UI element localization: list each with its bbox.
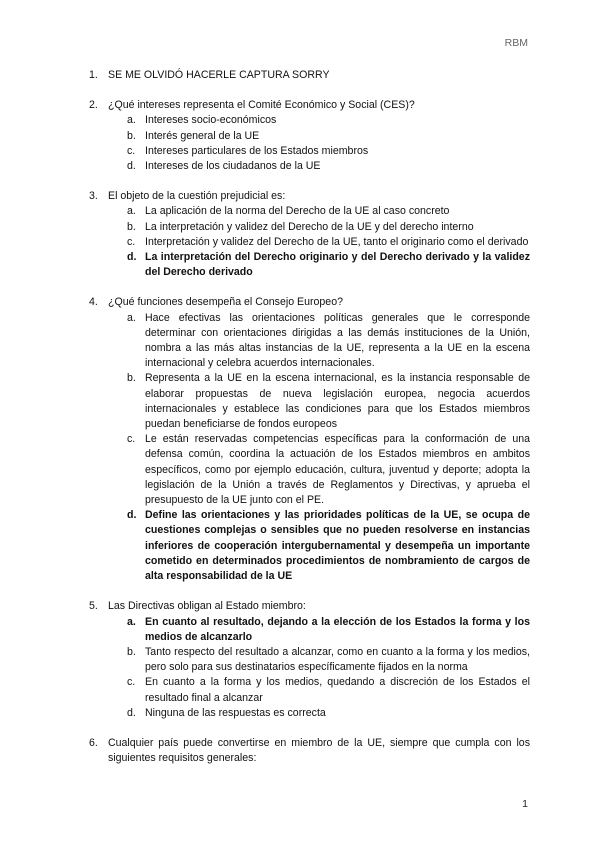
question-item (89, 98, 530, 174)
answer-text: La aplicación de la norma del Derecho de la UE al caso concreto (145, 205, 450, 218)
answer-option (108, 432, 530, 508)
answer-option (108, 129, 530, 144)
answer-text: La interpretación del Derecho originario y del Derecho derivado y la validez del Derecho derivado (145, 251, 530, 279)
answer-letter: c. (127, 144, 136, 157)
answer-list (108, 615, 530, 721)
question-list (89, 68, 530, 766)
question-text: El objeto de la cuestión prejudicial es: (108, 190, 286, 203)
question-number: 4. (89, 296, 98, 309)
answer-option (108, 371, 530, 432)
answer-letter: b. (127, 372, 136, 385)
answer-option-correct (108, 508, 530, 584)
answer-letter: d. (127, 251, 137, 264)
answer-letter: d. (127, 706, 136, 719)
answer-option (108, 706, 530, 721)
answer-option (108, 675, 530, 705)
answer-text: Interpretación y validez del Derecho de la UE, tanto el originario como el derivado (145, 235, 529, 248)
answer-text: Representa a la UE en la escena internacional, es la instancia responsable de elaborar propuestas de nueva legislación europea, negocia acuerdos internacionales y establece las condiciones para que los Estados miembros puedan beneficiarse de fondos europeos (145, 372, 530, 431)
answer-letter: b. (127, 129, 136, 142)
question-text: Las Directivas obligan al Estado miembro: (108, 600, 306, 613)
question-number: 3. (89, 190, 98, 203)
question-number: 1. (89, 69, 98, 81)
answer-list (108, 311, 530, 585)
answer-letter: a. (127, 311, 136, 324)
answer-letter: b. (127, 645, 136, 658)
question-item (89, 599, 530, 721)
answer-text: Le están reservadas competencias específicas para la conformación de una defensa común, coordina la actuación de los Estados miembros en ambitos específicos, como por ejemplo educación, cultura, juventud y deporte; adopta la legislación de la Unión a través de Reglamentos y Directivas, y aprueba el presupuesto de la UE junto con el PE. (145, 433, 530, 507)
answer-text: Interés general de la UE (145, 129, 260, 142)
document-body (89, 68, 530, 781)
answer-option (108, 311, 530, 372)
answer-list (108, 113, 530, 174)
answer-option (108, 220, 530, 235)
question-item (89, 189, 530, 280)
answer-option (108, 113, 530, 128)
answer-letter: c. (127, 676, 136, 689)
answer-letter: a. (127, 615, 136, 628)
answer-text: En cuanto al resultado, dejando a la elección de los Estados la forma y los medios de alcanzarlo (145, 615, 530, 643)
answer-option-correct (108, 250, 530, 280)
answer-text: Tanto respecto del resultado a alcanzar, como en cuanto a la forma y los medios, pero solo para sus destinatarios específicamente fijados en la norma (145, 645, 530, 674)
question-number: 5. (89, 600, 98, 613)
question-text: ¿Qué intereses representa el Comité Económico y Social (CES)? (108, 99, 415, 112)
page-number: 1 (522, 798, 528, 810)
answer-letter: b. (127, 220, 136, 233)
answer-text: Ninguna de las respuestas es correcta (145, 706, 326, 719)
question-text: ¿Qué funciones desempeña el Consejo Europeo? (108, 296, 343, 309)
answer-letter: a. (127, 205, 136, 218)
answer-option (108, 645, 530, 675)
question-text: Cualquier país puede convertirse en miembro de la UE, siempre que cumpla con los siguientes requisitos generales: (108, 736, 530, 765)
answer-letter: d. (127, 160, 136, 173)
answer-list (108, 204, 530, 280)
question-text: SE ME OLVIDÓ HACERLE CAPTURA SORRY (108, 69, 330, 81)
answer-text: Define las orientaciones y las prioridades políticas de la UE, se ocupa de cuestiones complejas o sensibles que no pueden resolverse en instancias inferiores de cooperación intergubernamental y desempeña un importante cometido en determinados procedimientos de nombramiento de cargos de alta responsabilidad de la UE (145, 509, 530, 583)
answer-text: La interpretación y validez del Derecho de la UE y del derecho interno (145, 220, 474, 233)
answer-letter: c. (127, 433, 136, 446)
answer-text: En cuanto a la forma y los medios, quedando a discreción de los Estados el resultado final a alcanzar (145, 676, 530, 704)
answer-option-correct (108, 615, 530, 645)
answer-text: Hace efectivas las orientaciones políticas generales que le corresponde determinar con orientaciones dirigidas a las demás instituciones de la Unión, nombra a las más altas instancias de la UE, representa a la UE en la escena internacional y celebra acuerdos internacionales. (145, 311, 530, 370)
question-number: 2. (89, 99, 98, 112)
question-item (89, 736, 530, 766)
question-number: 6. (89, 736, 98, 749)
answer-text: Intereses socio-económicos (145, 114, 277, 127)
answer-letter: a. (127, 114, 136, 127)
answer-text: Intereses de los ciudadanos de la UE (145, 160, 321, 173)
answer-option (108, 204, 530, 219)
answer-option (108, 235, 530, 250)
question-item (89, 68, 530, 83)
header-initials: RBM (504, 37, 528, 49)
answer-letter: d. (127, 509, 137, 522)
question-item (89, 295, 530, 584)
answer-option (108, 159, 530, 174)
answer-text: Intereses particulares de los Estados miembros (145, 144, 369, 157)
answer-letter: c. (127, 235, 136, 248)
answer-option (108, 144, 530, 159)
